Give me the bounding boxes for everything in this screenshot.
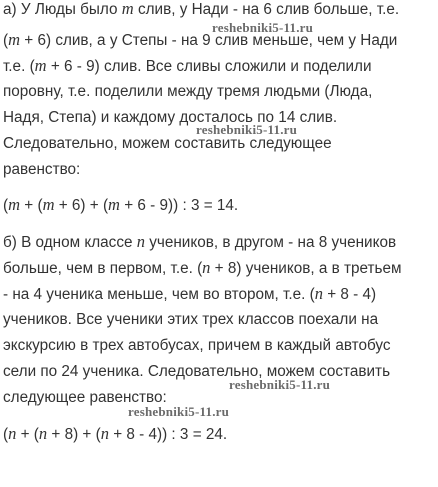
text: слив, у Нади - на 6 слив больше, т.е.	[133, 1, 400, 18]
variable-m: m	[8, 30, 21, 49]
part-b-line-1	[3, 231, 396, 254]
text: б) В одном классе	[3, 234, 137, 251]
part-a-line-6: Следовательно, можем составить следующее	[3, 135, 332, 152]
text: + (	[16, 426, 39, 443]
watermark: reshebniki5-11.ru	[128, 404, 230, 419]
text: (	[3, 197, 9, 214]
text: + 8 - 4)	[322, 286, 377, 303]
part-a-line-7: равенство:	[3, 161, 81, 178]
part-a-line-5: Надя, Степа) и каждому досталось по 14 слив.	[3, 109, 338, 126]
variable-m: m	[42, 195, 55, 214]
part-b-line-5: экскурсию в трех автобусах, причем в каждый автобус	[3, 337, 391, 354]
text: + 8) учеников, а в третьем	[210, 260, 402, 277]
text: + 6) + (	[54, 197, 109, 214]
part-b-line-6: сели по 24 ученика. Следовательно, можем составить	[3, 363, 391, 380]
text: а) У Люды было	[3, 1, 122, 18]
watermark: reshebniki5-11.ru	[229, 377, 331, 392]
part-b-line-2	[3, 257, 401, 280]
text: - на 4 ученика меньше, чем во втором, т.е. (	[3, 286, 315, 303]
variable-m: m	[34, 56, 47, 75]
variable-n: n	[8, 424, 17, 443]
part-b-equation	[3, 423, 227, 446]
text: т.е. (	[3, 58, 35, 75]
variable-m: m	[8, 195, 21, 214]
part-b-line-4: учеников. Все ученики этих трех классов поехали на	[3, 311, 379, 328]
part-b-line-3	[3, 283, 376, 306]
text: + 8 - 4)) : 3 = 24.	[108, 426, 228, 443]
variable-n: n	[100, 424, 109, 443]
variable-n: n	[202, 258, 211, 277]
part-a-line-1	[3, 0, 399, 21]
text: учеников, в другом - на 8 учеников	[144, 234, 397, 251]
text: (	[3, 32, 9, 49]
variable-n: n	[136, 232, 145, 251]
part-a-equation	[3, 194, 238, 217]
text: + 8) + (	[47, 426, 101, 443]
text: + (	[20, 197, 43, 214]
part-a-line-3	[3, 55, 372, 78]
text: больше, чем в первом, т.е. (	[3, 260, 203, 277]
text: + 6 - 9)) : 3 = 14.	[119, 197, 239, 214]
text: + 6 - 9) слив. Все сливы сложили и поделили	[46, 58, 372, 75]
watermark: reshebniki5-11.ru	[212, 20, 314, 35]
variable-m: m	[108, 195, 120, 214]
variable-m: m	[121, 0, 134, 18]
part-a-line-4: поровну, т.е. поделили между тремя людьми (Люда,	[3, 83, 373, 100]
part-a-line-2	[3, 29, 397, 52]
watermark: reshebniki5-11.ru	[196, 122, 298, 137]
variable-n: n	[38, 424, 48, 443]
variable-n: n	[314, 284, 323, 303]
text: (	[3, 426, 9, 443]
text: + 6) слив, а у Степы - на 9 слив меньше, чем у Нади	[20, 32, 398, 49]
part-b-line-7: следующее равенство:	[3, 389, 167, 406]
